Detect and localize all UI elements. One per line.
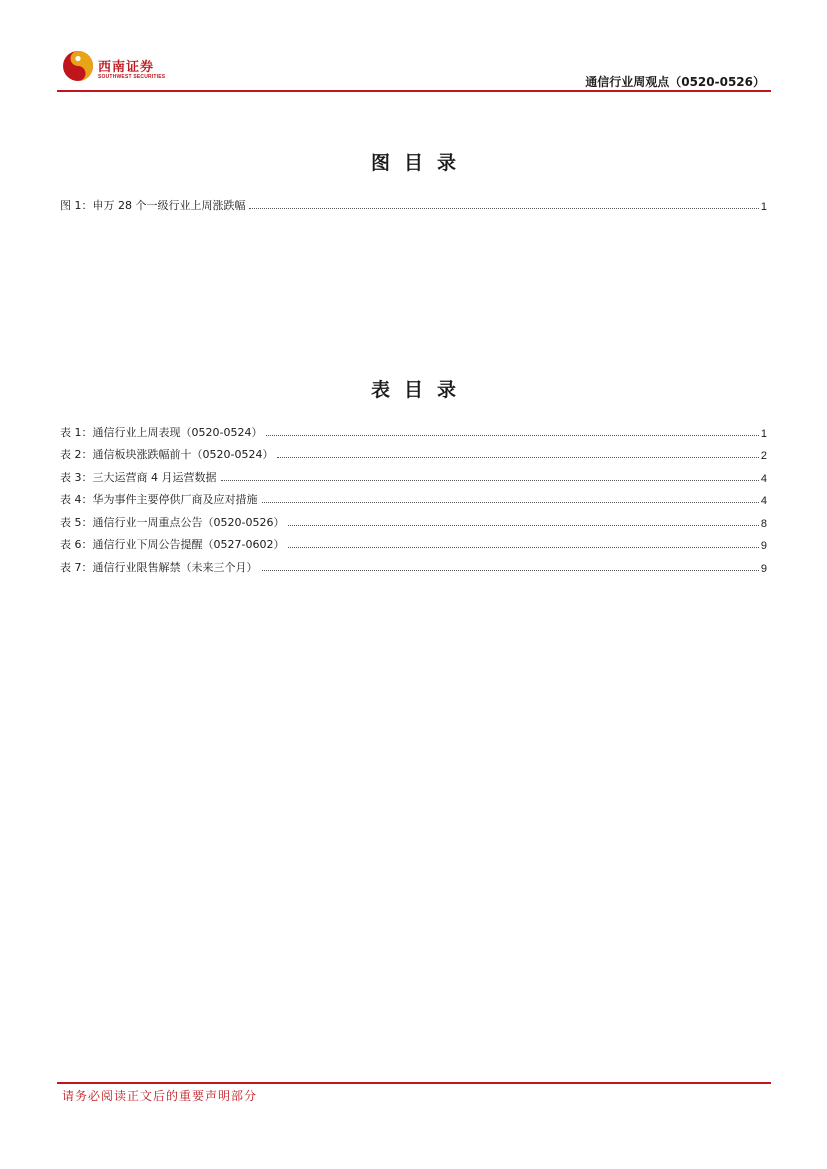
toc-entry[interactable] (60, 440, 767, 463)
logo-english-name: SOUTHWEST SECURITIES (98, 74, 166, 80)
report-title: 通信行业周观点（0520-0526） (585, 75, 765, 89)
header-divider (57, 90, 771, 92)
toc-leader-dots (277, 457, 758, 458)
table-index-list (60, 417, 767, 575)
toc-entry-page: 2 (760, 450, 767, 462)
toc-entry[interactable] (60, 190, 767, 213)
toc-entry[interactable] (60, 507, 767, 530)
toc-leader-dots (262, 570, 759, 571)
toc-entry[interactable] (60, 530, 767, 553)
toc-entry[interactable] (60, 462, 767, 485)
toc-leader-dots (288, 547, 758, 548)
toc-entry-label: 图 1：申万 28 个一级行业上周涨跌幅 (60, 198, 246, 212)
footer-divider (57, 1082, 771, 1084)
toc-entry-page: 4 (760, 495, 767, 507)
toc-entry-label: 表 7：通信行业限售解禁（未来三个月） (60, 560, 258, 574)
toc-entry-label: 表 2：通信板块涨跌幅前十（0520-0524） (60, 448, 274, 461)
logo-emblem-icon (62, 50, 94, 82)
footer-disclaimer-notice: 请务必阅读正文后的重要声明部分 (62, 1089, 258, 1103)
toc-entry-page: 4 (760, 472, 767, 485)
toc-entry-page: 9 (760, 562, 767, 575)
figure-index-list (60, 190, 767, 213)
logo-chinese-name: 西南证券 (98, 60, 155, 75)
toc-entry[interactable] (60, 417, 767, 440)
toc-entry[interactable] (60, 485, 767, 508)
toc-entry-label: 表 5：通信行业一周重点公告（0520-0526） (60, 515, 285, 529)
toc-entry-label: 表 1：通信行业上周表现（0520-0524） (60, 425, 263, 439)
toc-entry-page: 1 (760, 200, 767, 213)
toc-leader-dots (266, 435, 758, 436)
toc-leader-dots (221, 480, 759, 481)
toc-entry-label: 表 4：华为事件主要停供厂商及应对措施 (60, 493, 258, 506)
company-logo (62, 50, 182, 86)
toc-entry-page: 1 (760, 427, 767, 440)
figure-index-title: 图目录 (370, 152, 470, 174)
toc-entry-page: 8 (760, 517, 767, 530)
toc-entry-label: 表 6：通信行业下周公告提醒（0527-0602） (60, 538, 285, 551)
toc-entry-page: 9 (760, 540, 767, 552)
toc-leader-dots (288, 525, 758, 526)
table-index-title: 表目录 (370, 379, 470, 401)
toc-leader-dots (262, 502, 759, 503)
toc-entry-label: 表 3：三大运营商 4 月运营数据 (60, 470, 217, 484)
toc-leader-dots (249, 208, 758, 209)
toc-entry[interactable] (60, 552, 767, 575)
